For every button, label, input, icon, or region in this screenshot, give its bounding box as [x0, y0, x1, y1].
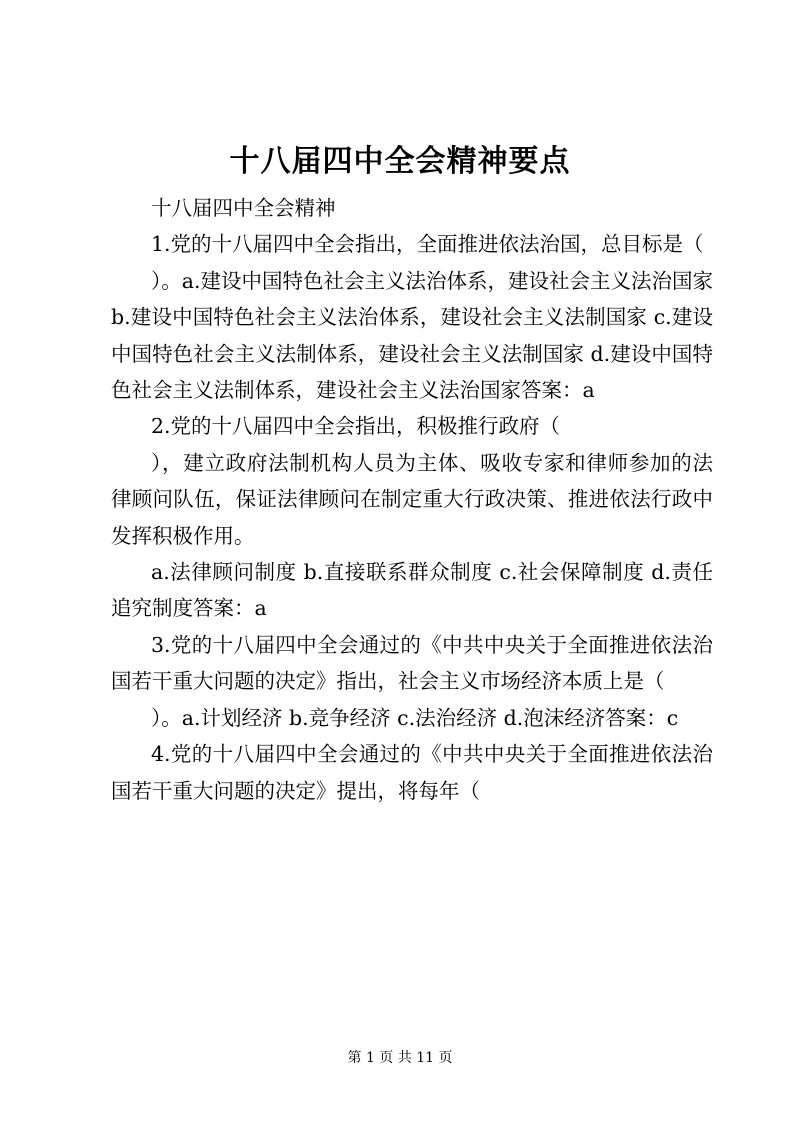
paragraph-question-1: 1.党的十八届四中全会指出，全面推进依法治国，总目标是（ [151, 232, 704, 257]
paragraph-question-4: 4.党的十八届四中全会通过的《中共中央关于全面推进依法治国若干重大问题的决定》提出，将每年（ [111, 742, 713, 803]
paragraph-subtitle: 十八届四中全会精神 [151, 196, 336, 220]
document-title: 十八届四中全会精神要点 [229, 144, 571, 179]
page-footer: 第 1 页 共 11 页 [347, 1050, 453, 1066]
paragraph-question-1-options: ）。a.建设中国特色社会主义法治体系，建设社会主义法治国家 b.建设中国特色社会主义法治体系，建设社会主义法制国家 c.建设中国特色社会主义法制体系，建设社会主义法制国家 d.建设中国特色社会主义法制体系，建设社会主义法治国家答案：a [111, 268, 713, 403]
paragraph-question-2-body: ），建立政府法制机构人员为主体、吸收专家和律师参加的法律顾问队伍，保证法律顾问在制定重大行政决策、推进依法行政中发挥积极作用。 [111, 450, 713, 548]
paragraph-question-3-options: ）。a.计划经济 b.竞争经济 c.法治经济 d.泡沫经济答案：c [151, 705, 679, 730]
paragraph-question-3: 3.党的十八届四中全会通过的《中共中央关于全面推进依法治国若干重大问题的决定》指出，社会主义市场经济本质上是（ [111, 632, 713, 694]
paragraph-question-2-options: a.法律顾问制度 b.直接联系群众制度 c.社会保障制度 d.责任追究制度答案：a [111, 560, 713, 621]
paragraph-question-2: 2.党的十八届四中全会指出，积极推行政府（ [151, 414, 561, 439]
document-body [111, 190, 713, 809]
